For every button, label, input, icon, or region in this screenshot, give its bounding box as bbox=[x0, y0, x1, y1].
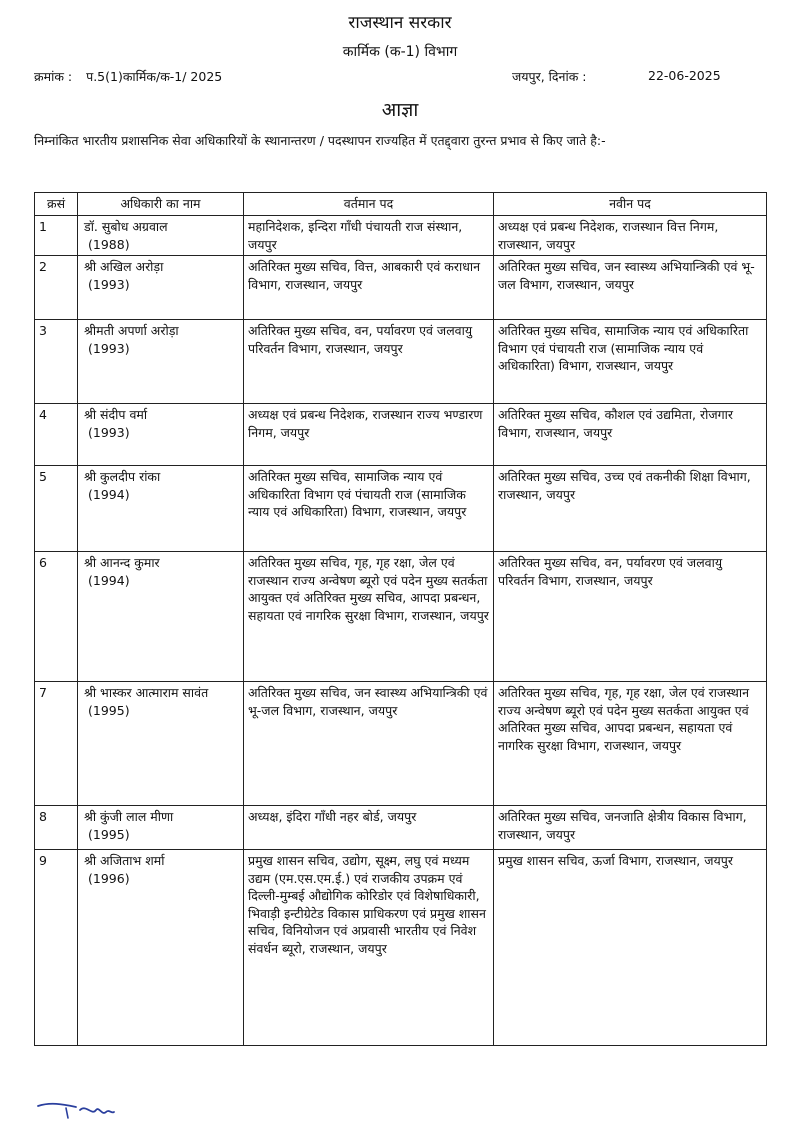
officer-name: श्री भास्कर आत्माराम सावंत bbox=[84, 685, 209, 700]
signature-mark bbox=[36, 1100, 116, 1122]
place-label: जयपुर, दिनांक : bbox=[512, 69, 587, 84]
row-new-post: अध्यक्ष एवं प्रबन्ध निदेशक, राजस्थान वित्त निगम, राजस्थान, जयपुर bbox=[494, 216, 767, 256]
officer-batch-year: (1988) bbox=[88, 236, 130, 252]
officer-name: डॉ. सुबोध अग्रवाल bbox=[84, 219, 168, 234]
officer-name: श्री आनन्द कुमार bbox=[84, 555, 160, 570]
reference-label: क्रमांक : bbox=[34, 69, 73, 84]
officer-name: श्रीमती अपर्णा अरोड़ा bbox=[84, 323, 179, 338]
row-current-post: अध्यक्ष एवं प्रबन्ध निदेशक, राजस्थान राज्य भण्डारण निगम, जयपुर bbox=[244, 404, 494, 466]
header-new-post: नवीन पद bbox=[494, 193, 767, 216]
table-row bbox=[35, 850, 767, 1046]
officer-batch-year: (1993) bbox=[88, 424, 130, 440]
row-officer bbox=[78, 850, 244, 1046]
officer-name: श्री संदीप वर्मा bbox=[84, 407, 148, 422]
table-row bbox=[35, 404, 767, 466]
officer-batch-year: (1996) bbox=[88, 870, 130, 886]
row-sr: 1 bbox=[35, 216, 78, 256]
table-row bbox=[35, 806, 767, 850]
row-officer bbox=[78, 256, 244, 320]
row-sr: 3 bbox=[35, 320, 78, 404]
reference-line bbox=[34, 68, 222, 85]
row-officer bbox=[78, 552, 244, 682]
posting-table bbox=[34, 192, 767, 1046]
officer-batch-year: (1993) bbox=[88, 276, 130, 292]
row-sr: 5 bbox=[35, 466, 78, 552]
row-officer bbox=[78, 806, 244, 850]
government-title: राजस्थान सरकार bbox=[348, 13, 452, 33]
row-current-post: अतिरिक्त मुख्य सचिव, जन स्वास्थ्य अभियान्त्रिकी एवं भू-जल विभाग, राजस्थान, जयपुर bbox=[244, 682, 494, 806]
officer-batch-year: (1994) bbox=[88, 486, 130, 502]
table-row bbox=[35, 320, 767, 404]
row-new-post: अतिरिक्त मुख्य सचिव, उच्च एवं तकनीकी शिक्षा विभाग, राजस्थान, जयपुर bbox=[494, 466, 767, 552]
row-new-post: अतिरिक्त मुख्य सचिव, जनजाति क्षेत्रीय विकास विभाग, राजस्थान, जयपुर bbox=[494, 806, 767, 850]
header-name: अधिकारी का नाम bbox=[78, 193, 244, 216]
table-header-row bbox=[35, 193, 767, 216]
table-row bbox=[35, 256, 767, 320]
row-current-post: अतिरिक्त मुख्य सचिव, सामाजिक न्याय एवं अधिकारिता विभाग एवं पंचायती राज (सामाजिक न्याय एवं अधिकारिता) विभाग, राजस्थान, जयपुर bbox=[244, 466, 494, 552]
row-sr: 4 bbox=[35, 404, 78, 466]
row-officer bbox=[78, 404, 244, 466]
officer-name: श्री कुंजी लाल मीणा bbox=[84, 809, 174, 824]
row-new-post: प्रमुख शासन सचिव, ऊर्जा विभाग, राजस्थान, जयपुर bbox=[494, 850, 767, 1046]
department-title: कार्मिक (क-1) विभाग bbox=[342, 44, 458, 60]
officer-batch-year: (1993) bbox=[88, 340, 130, 356]
row-officer bbox=[78, 320, 244, 404]
table-row bbox=[35, 216, 767, 256]
reference-number: प.5(1)कार्मिक/क-1/ 2025 bbox=[86, 69, 223, 84]
row-current-post: अतिरिक्त मुख्य सचिव, वित्त, आबकारी एवं कराधान विभाग, राजस्थान, जयपुर bbox=[244, 256, 494, 320]
row-current-post: महानिदेशक, इन्दिरा गाँधी पंचायती राज संस्थान, जयपुर bbox=[244, 216, 494, 256]
officer-name: श्री अजिताभ शर्मा bbox=[84, 853, 165, 868]
row-current-post: अतिरिक्त मुख्य सचिव, गृह, गृह रक्षा, जेल एवं राजस्थान राज्य अन्वेषण ब्यूरो एवं पदेन मुख्य सतर्कता आयुक्त एवं अतिरिक्त मुख्य सचिव, आपदा प्रबन्धन, सहायता एवं नागरिक सुरक्षा विभाग, राजस्थान, जयपुर bbox=[244, 552, 494, 682]
row-current-post: अतिरिक्त मुख्य सचिव, वन, पर्यावरण एवं जलवायु परिवर्तन विभाग, राजस्थान, जयपुर bbox=[244, 320, 494, 404]
table-row bbox=[35, 552, 767, 682]
row-new-post: अतिरिक्त मुख्य सचिव, वन, पर्यावरण एवं जलवायु परिवर्तन विभाग, राजस्थान, जयपुर bbox=[494, 552, 767, 682]
header-current-post: वर्तमान पद bbox=[244, 193, 494, 216]
row-sr: 2 bbox=[35, 256, 78, 320]
order-date: 22-06-2025 bbox=[648, 68, 721, 83]
intro-paragraph: निम्नांकित भारतीय प्रशासनिक सेवा अधिकारियों के स्थानान्तरण / पदस्थापन राज्यहित में एतद्द्वारा तुरन्त प्रभाव से किए जाते है:- bbox=[34, 133, 606, 148]
header-sr: क्रसं bbox=[35, 193, 78, 216]
table-row bbox=[35, 682, 767, 806]
row-current-post: प्रमुख शासन सचिव, उद्योग, सूक्ष्म, लघु एवं मध्यम उद्यम (एम.एस.एम.ई.) एवं राजकीय उपक्रम एवं दिल्ली-मुम्बई औद्योगिक कोरिडोर एवं विशेषाधिकारी, भिवाड़ी इन्टीग्रेटेड विकास प्राधिकरण एवं प्रमुख शासन सचिव, विनियोजन एवं अप्रवासी भारतीय एवं निवेश संवर्धन ब्यूरो, राजस्थान, जयपुर bbox=[244, 850, 494, 1046]
officer-batch-year: (1994) bbox=[88, 572, 130, 588]
row-officer bbox=[78, 682, 244, 806]
table-row bbox=[35, 466, 767, 552]
row-sr: 9 bbox=[35, 850, 78, 1046]
row-sr: 8 bbox=[35, 806, 78, 850]
row-officer bbox=[78, 466, 244, 552]
officer-batch-year: (1995) bbox=[88, 826, 130, 842]
row-new-post: अतिरिक्त मुख्य सचिव, कौशल एवं उद्यमिता, रोजगार विभाग, राजस्थान, जयपुर bbox=[494, 404, 767, 466]
order-title: आज्ञा bbox=[381, 99, 419, 121]
officer-name: श्री कुलदीप रांका bbox=[84, 469, 161, 484]
row-officer bbox=[78, 216, 244, 256]
row-new-post: अतिरिक्त मुख्य सचिव, सामाजिक न्याय एवं अधिकारिता विभाग एवं पंचायती राज (सामाजिक न्याय एवं अधिकारिता) विभाग, राजस्थान, जयपुर bbox=[494, 320, 767, 404]
row-sr: 7 bbox=[35, 682, 78, 806]
row-new-post: अतिरिक्त मुख्य सचिव, गृह, गृह रक्षा, जेल एवं राजस्थान राज्य अन्वेषण ब्यूरो एवं पदेन मुख्य सतर्कता आयुक्त एवं अतिरिक्त मुख्य सचिव, आपदा प्रबन्धन, सहायता एवं नागरिक सुरक्षा विभाग, राजस्थान, जयपुर bbox=[494, 682, 767, 806]
officer-batch-year: (1995) bbox=[88, 702, 130, 718]
row-sr: 6 bbox=[35, 552, 78, 682]
officer-name: श्री अखिल अरोड़ा bbox=[84, 259, 164, 274]
row-current-post: अध्यक्ष, इंदिरा गाँधी नहर बोर्ड, जयपुर bbox=[244, 806, 494, 850]
row-new-post: अतिरिक्त मुख्य सचिव, जन स्वास्थ्य अभियान्त्रिकी एवं भू-जल विभाग, राजस्थान, जयपुर bbox=[494, 256, 767, 320]
